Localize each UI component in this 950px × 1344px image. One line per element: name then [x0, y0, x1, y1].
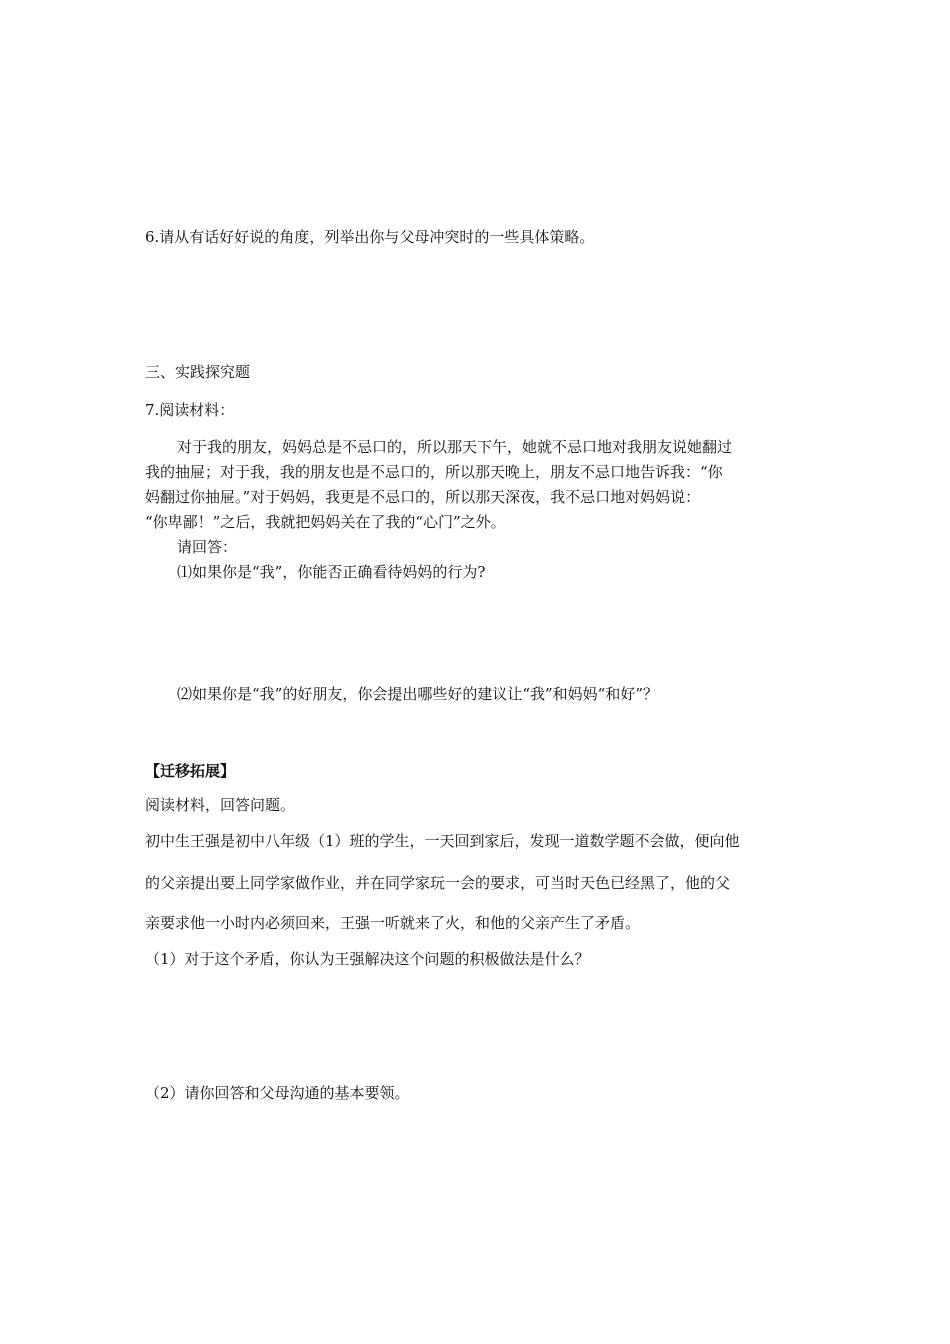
- material-line: 对于我的朋友，妈妈总是不忌口的，所以那天下午，她就不忌口地对我朋友说她翻过: [177, 438, 733, 456]
- extension-question-2: （2）请你回答和父母沟通的基本要领。: [145, 1084, 410, 1102]
- question-6: 6.请从有话好好说的角度，列举出你与父母冲突时的一些具体策略。: [145, 228, 595, 246]
- material-line: 妈翻过你抽屉。”对于妈妈，我更是不忌口的，所以那天深夜，我不忌口地对妈妈说：: [145, 488, 701, 506]
- material-line: 我的抽屉；对于我，我的朋友也是不忌口的，所以那天晚上，朋友不忌口地告诉我：“你: [145, 463, 723, 481]
- extension-intro: 阅读材料，回答问题。: [145, 796, 296, 814]
- extension-heading: 【迁移拓展】: [145, 762, 236, 780]
- extension-question-1: （1）对于这个矛盾，你认为王强解决这个问题的积极做法是什么？: [145, 950, 590, 968]
- material-line: 初中生王强是初中八年级（1）班的学生，一天回到家后，发现一道数学题不会做，便向他: [145, 832, 740, 850]
- section-3-heading: 三、实践探究题: [145, 363, 251, 381]
- question-7-label: 7.阅读材料：: [145, 401, 235, 419]
- material-line: 亲要求他一小时内必须回来，王强一听就来了火，和他的父亲产生了矛盾。: [145, 914, 641, 932]
- question-7-sub-2: ⑵如果你是“我”的好朋友，你会提出哪些好的建议让“我”和妈妈“和好”？: [177, 685, 659, 703]
- question-7-sub-1: ⑴如果你是“我”，你能否正确看待妈妈的行为?: [177, 563, 486, 581]
- material-line: “你卑鄙！”之后，我就把妈妈关在了我的“心门”之外。: [145, 513, 506, 531]
- question-7-prompt: 请回答：: [177, 538, 238, 556]
- material-line: 的父亲提出要上同学家做作业，并在同学家玩一会的要求，可当时天色已经黑了，他的父: [145, 874, 731, 892]
